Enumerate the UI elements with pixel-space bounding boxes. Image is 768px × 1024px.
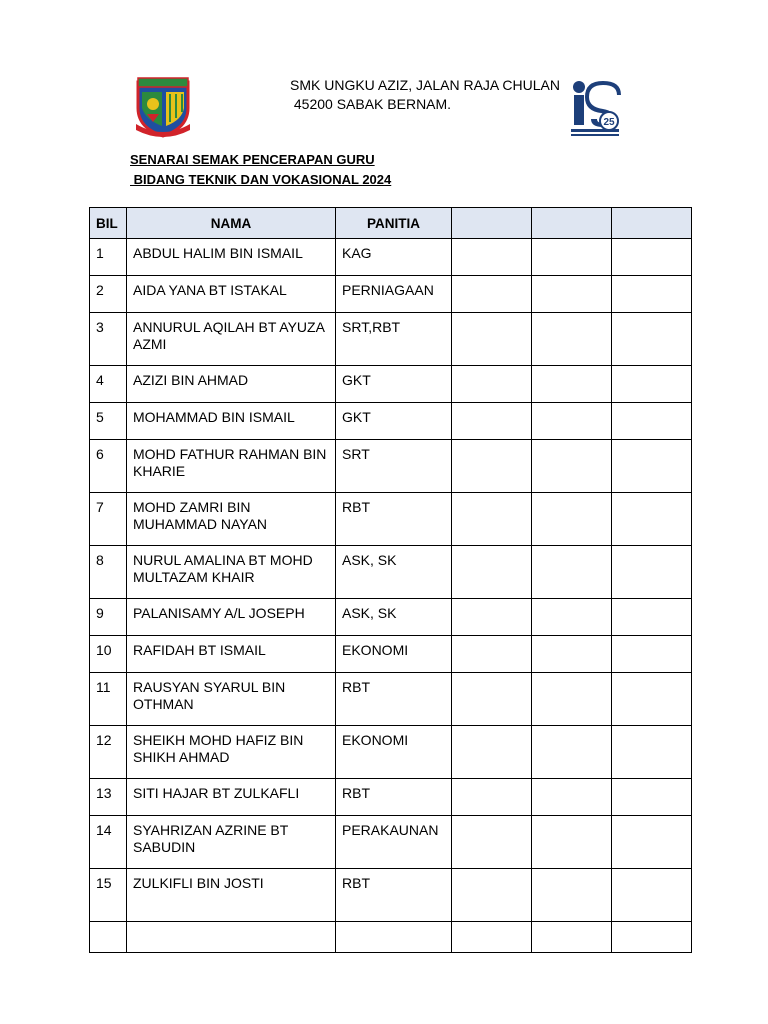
teacher-checklist-table bbox=[89, 207, 692, 953]
column-header-bil: BIL bbox=[90, 208, 127, 239]
table-header-row bbox=[90, 208, 692, 239]
cell-blank[interactable] bbox=[612, 239, 692, 276]
cell-blank[interactable] bbox=[612, 726, 692, 779]
cell-panitia: GKT bbox=[336, 366, 452, 403]
cell-blank[interactable] bbox=[452, 922, 532, 953]
cell-bil: 14 bbox=[90, 816, 127, 869]
cell-bil: 1 bbox=[90, 239, 127, 276]
cell-panitia: RBT bbox=[336, 779, 452, 816]
cell-bil: 9 bbox=[90, 599, 127, 636]
school-address bbox=[290, 76, 560, 114]
cell-blank[interactable] bbox=[452, 869, 532, 922]
cell-blank[interactable] bbox=[612, 922, 692, 953]
cell-nama: ZULKIFLI BIN JOSTI bbox=[127, 869, 336, 922]
cell-blank[interactable] bbox=[452, 440, 532, 493]
table-row bbox=[90, 403, 692, 440]
cell-blank[interactable] bbox=[612, 546, 692, 599]
cell-blank[interactable] bbox=[532, 673, 612, 726]
cell-nama: AZIZI BIN AHMAD bbox=[127, 366, 336, 403]
cell-blank[interactable] bbox=[612, 493, 692, 546]
cell-bil: 12 bbox=[90, 726, 127, 779]
table-row bbox=[90, 599, 692, 636]
cell-blank[interactable] bbox=[532, 779, 612, 816]
cell-panitia: SRT bbox=[336, 440, 452, 493]
cell-blank[interactable] bbox=[452, 726, 532, 779]
cell-blank[interactable] bbox=[532, 636, 612, 673]
cell-bil: 3 bbox=[90, 313, 127, 366]
table-row bbox=[90, 922, 692, 953]
table-row bbox=[90, 636, 692, 673]
cell-blank[interactable] bbox=[452, 276, 532, 313]
cell-blank[interactable] bbox=[532, 493, 612, 546]
cell-nama: AIDA YANA BT ISTAKAL bbox=[127, 276, 336, 313]
title-line-2: BIDANG TEKNIK DAN VOKASIONAL 2024 bbox=[130, 171, 392, 187]
svg-text:25: 25 bbox=[603, 117, 615, 128]
cell-nama: NURUL AMALINA BT MOHD MULTAZAM KHAIR bbox=[127, 546, 336, 599]
cell-nama: SYAHRIZAN AZRINE BT SABUDIN bbox=[127, 816, 336, 869]
cell-blank[interactable] bbox=[532, 869, 612, 922]
cell-blank[interactable] bbox=[532, 726, 612, 779]
cell-blank[interactable] bbox=[612, 313, 692, 366]
cell-panitia: EKONOMI bbox=[336, 636, 452, 673]
cell-bil: 7 bbox=[90, 493, 127, 546]
cell-blank[interactable] bbox=[532, 816, 612, 869]
cell-blank[interactable] bbox=[612, 816, 692, 869]
cell-blank[interactable] bbox=[612, 779, 692, 816]
table-row bbox=[90, 366, 692, 403]
cell-blank[interactable] bbox=[452, 493, 532, 546]
cell-nama: SHEIKH MOHD HAFIZ BIN SHIKH AHMAD bbox=[127, 726, 336, 779]
table-row bbox=[90, 313, 692, 366]
cell-blank[interactable] bbox=[452, 546, 532, 599]
cell-nama: RAFIDAH BT ISMAIL bbox=[127, 636, 336, 673]
cell-panitia: EKONOMI bbox=[336, 726, 452, 779]
table-row bbox=[90, 276, 692, 313]
cell-panitia: KAG bbox=[336, 239, 452, 276]
cell-blank[interactable] bbox=[532, 313, 612, 366]
cell-blank[interactable] bbox=[612, 440, 692, 493]
cell-nama: RAUSYAN SYARUL BIN OTHMAN bbox=[127, 673, 336, 726]
school-postcode-line: 45200 SABAK BERNAM. bbox=[290, 96, 452, 112]
cell-nama: MOHAMMAD BIN ISMAIL bbox=[127, 403, 336, 440]
cell-nama: PALANISAMY A/L JOSEPH bbox=[127, 599, 336, 636]
cell-panitia: GKT bbox=[336, 403, 452, 440]
cell-panitia: ASK, SK bbox=[336, 546, 452, 599]
cell-panitia: ASK, SK bbox=[336, 599, 452, 636]
cell-panitia bbox=[336, 922, 452, 953]
table-row bbox=[90, 869, 692, 922]
cell-blank[interactable] bbox=[532, 239, 612, 276]
cell-bil: 2 bbox=[90, 276, 127, 313]
cell-panitia: PERAKAUNAN bbox=[336, 816, 452, 869]
cell-bil: 4 bbox=[90, 366, 127, 403]
cell-panitia: RBT bbox=[336, 673, 452, 726]
column-header-panitia: PANITIA bbox=[336, 208, 452, 239]
cell-blank[interactable] bbox=[452, 366, 532, 403]
cell-bil: 8 bbox=[90, 546, 127, 599]
cell-nama: ABDUL HALIM BIN ISMAIL bbox=[127, 239, 336, 276]
table-row bbox=[90, 726, 692, 779]
column-header-blank-3 bbox=[612, 208, 692, 239]
cell-bil: 15 bbox=[90, 869, 127, 922]
cell-nama: MOHD FATHUR RAHMAN BIN KHARIE bbox=[127, 440, 336, 493]
table-row bbox=[90, 493, 692, 546]
cell-blank[interactable] bbox=[532, 403, 612, 440]
table-row bbox=[90, 673, 692, 726]
cell-blank[interactable] bbox=[612, 276, 692, 313]
cell-blank[interactable] bbox=[612, 673, 692, 726]
cell-blank[interactable] bbox=[452, 599, 532, 636]
cell-nama bbox=[127, 922, 336, 953]
cell-bil: 6 bbox=[90, 440, 127, 493]
cell-blank[interactable] bbox=[452, 403, 532, 440]
cell-bil bbox=[90, 922, 127, 953]
cell-blank[interactable] bbox=[452, 816, 532, 869]
cell-blank[interactable] bbox=[452, 779, 532, 816]
cell-bil: 5 bbox=[90, 403, 127, 440]
table-row bbox=[90, 546, 692, 599]
cell-panitia: RBT bbox=[336, 869, 452, 922]
cell-blank[interactable] bbox=[532, 599, 612, 636]
cell-blank[interactable] bbox=[532, 276, 612, 313]
cell-blank[interactable] bbox=[612, 636, 692, 673]
anniversary-logo bbox=[569, 79, 621, 137]
cell-panitia: SRT,RBT bbox=[336, 313, 452, 366]
cell-bil: 13 bbox=[90, 779, 127, 816]
column-header-blank-2 bbox=[532, 208, 612, 239]
cell-bil: 10 bbox=[90, 636, 127, 673]
table-row bbox=[90, 779, 692, 816]
cell-blank[interactable] bbox=[532, 922, 612, 953]
cell-blank[interactable] bbox=[612, 869, 692, 922]
cell-blank[interactable] bbox=[532, 366, 612, 403]
cell-nama: SITI HAJAR BT ZULKAFLI bbox=[127, 779, 336, 816]
cell-blank[interactable] bbox=[612, 403, 692, 440]
cell-blank[interactable] bbox=[532, 440, 612, 493]
cell-panitia: RBT bbox=[336, 493, 452, 546]
cell-blank[interactable] bbox=[452, 636, 532, 673]
table-row bbox=[90, 440, 692, 493]
column-header-blank-1 bbox=[452, 208, 532, 239]
cell-bil: 11 bbox=[90, 673, 127, 726]
cell-nama: MOHD ZAMRI BIN MUHAMMAD NAYAN bbox=[127, 493, 336, 546]
school-crest-logo bbox=[132, 74, 194, 140]
school-name-line: SMK UNGKU AZIZ, JALAN RAJA CHULAN bbox=[290, 77, 560, 93]
table-row bbox=[90, 816, 692, 869]
cell-blank[interactable] bbox=[452, 313, 532, 366]
cell-blank[interactable] bbox=[532, 546, 612, 599]
title-line-1: SENARAI SEMAK PENCERAPAN GURU bbox=[130, 152, 375, 167]
cell-blank[interactable] bbox=[612, 599, 692, 636]
cell-nama: ANNURUL AQILAH BT AYUZA AZMI bbox=[127, 313, 336, 366]
column-header-nama: NAMA bbox=[127, 208, 336, 239]
cell-blank[interactable] bbox=[612, 366, 692, 403]
cell-blank[interactable] bbox=[452, 673, 532, 726]
document-title bbox=[130, 150, 391, 189]
table-row bbox=[90, 239, 692, 276]
cell-blank[interactable] bbox=[452, 239, 532, 276]
cell-panitia: PERNIAGAAN bbox=[336, 276, 452, 313]
